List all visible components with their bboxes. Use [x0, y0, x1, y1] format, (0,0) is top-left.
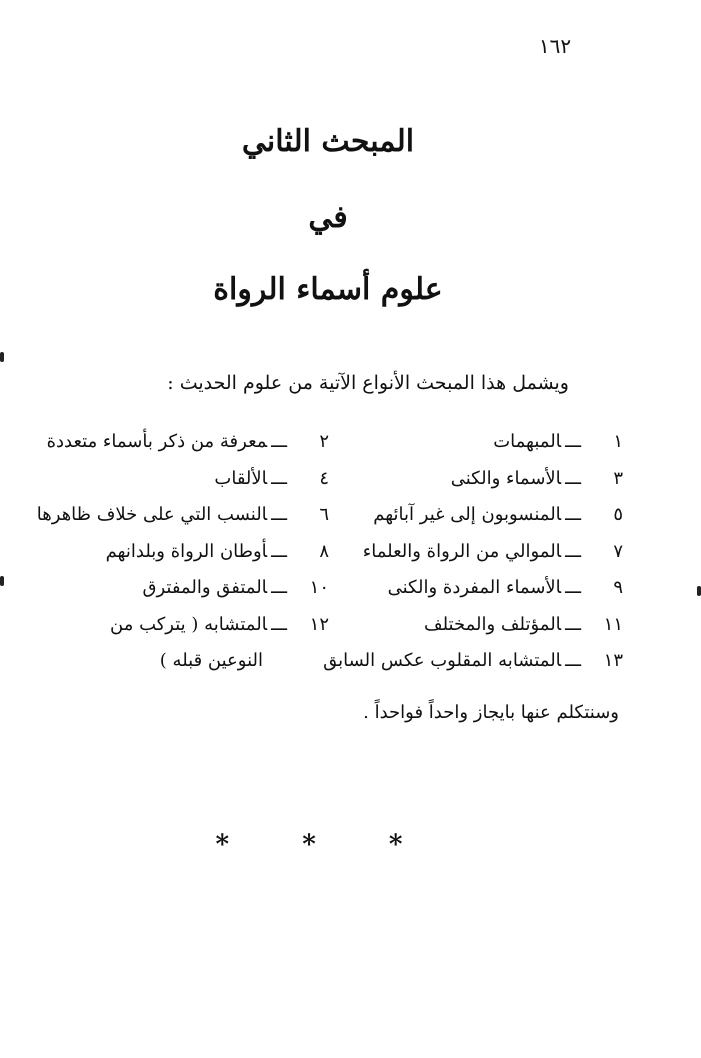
list-item [361, 534, 623, 571]
item-text: الأسماء والكنى [450, 467, 562, 489]
item-text: المتفق والمفترق [142, 577, 268, 598]
item-number: ٩ [613, 577, 623, 598]
closing-sentence: وسنتكلم عنها بايجاز واحداً فواحداً . [363, 702, 619, 723]
item-number: ١١ [603, 613, 623, 635]
item-text: الألقاب [214, 467, 268, 489]
item-dash: ـــ [271, 431, 287, 452]
item-dash: ـــ [565, 431, 581, 452]
list-item [19, 461, 329, 498]
item-dash: ـــ [271, 613, 287, 635]
item-number: ٤ [319, 467, 329, 489]
page-number: ١٦٢ [538, 34, 572, 58]
list-item [361, 424, 623, 461]
list-item [19, 497, 329, 534]
item-text: معرفة من ذكر بأسماء متعددة [46, 431, 268, 452]
item-number: ١ [613, 431, 623, 452]
item-text: المبهمات [493, 431, 562, 452]
item-dash: ـــ [271, 577, 287, 598]
section-subtitle: علوم أسماء الرواة [213, 272, 443, 307]
item-number: ٣ [613, 467, 623, 489]
item-dash: ـــ [271, 504, 287, 525]
item-dash: ـــ [271, 540, 287, 562]
list-item [19, 534, 329, 571]
item-number: ٨ [319, 540, 329, 562]
item-number: ١٢ [309, 613, 329, 635]
intro-paragraph: ويشمل هذا المبحث الأنواع الآتية من علوم الحديث : [167, 372, 569, 394]
item-number: ٥ [613, 504, 623, 525]
item-text: المتشابه المقلوب عكس السابق [323, 650, 562, 671]
list-item [361, 607, 623, 644]
item-text: المؤتلف والمختلف [423, 613, 562, 635]
item-dash: ـــ [565, 540, 581, 562]
item-number: ١٠ [309, 577, 329, 598]
list-item [19, 607, 329, 644]
item-number: ٧ [613, 540, 623, 562]
item-dash: ـــ [565, 613, 581, 635]
list-item [361, 570, 623, 607]
item-number: ٦ [319, 504, 329, 525]
item-dash: ـــ [565, 650, 581, 671]
scan-margin-mark [0, 352, 4, 362]
item-dash: ـــ [565, 467, 581, 489]
item-number: ٢ [319, 431, 329, 452]
item-text: الموالي من الرواة والعلماء [362, 540, 562, 562]
item-text: النسب التي على خلاف ظاهرها [36, 504, 268, 525]
item-dash: ـــ [565, 577, 581, 598]
item-text: أوطان الرواة وبلدانهم [105, 540, 268, 562]
list-item [361, 497, 623, 534]
section-title-connector: في [308, 200, 348, 235]
list-item [361, 461, 623, 498]
list-item [19, 424, 329, 461]
item-text: الأسماء المفردة والكنى [387, 577, 562, 598]
topics-list-left [19, 424, 329, 680]
item-text: المتشابه ( يتركب من [110, 613, 268, 635]
list-item [19, 570, 329, 607]
section-divider-asterisks: * * * [215, 830, 435, 860]
topics-list-right [323, 424, 623, 680]
list-item-continuation [19, 643, 329, 680]
scan-margin-mark [0, 576, 4, 586]
item-dash: ـــ [271, 467, 287, 489]
item-text: النوعين قبله ) [159, 650, 263, 671]
list-item [323, 643, 623, 680]
scan-margin-mark [697, 586, 701, 596]
section-title: المبحث الثاني [241, 124, 415, 159]
item-dash: ـــ [565, 504, 581, 525]
item-number: ١٣ [603, 650, 623, 671]
item-text: المنسوبون إلى غير آبائهم [373, 504, 562, 525]
